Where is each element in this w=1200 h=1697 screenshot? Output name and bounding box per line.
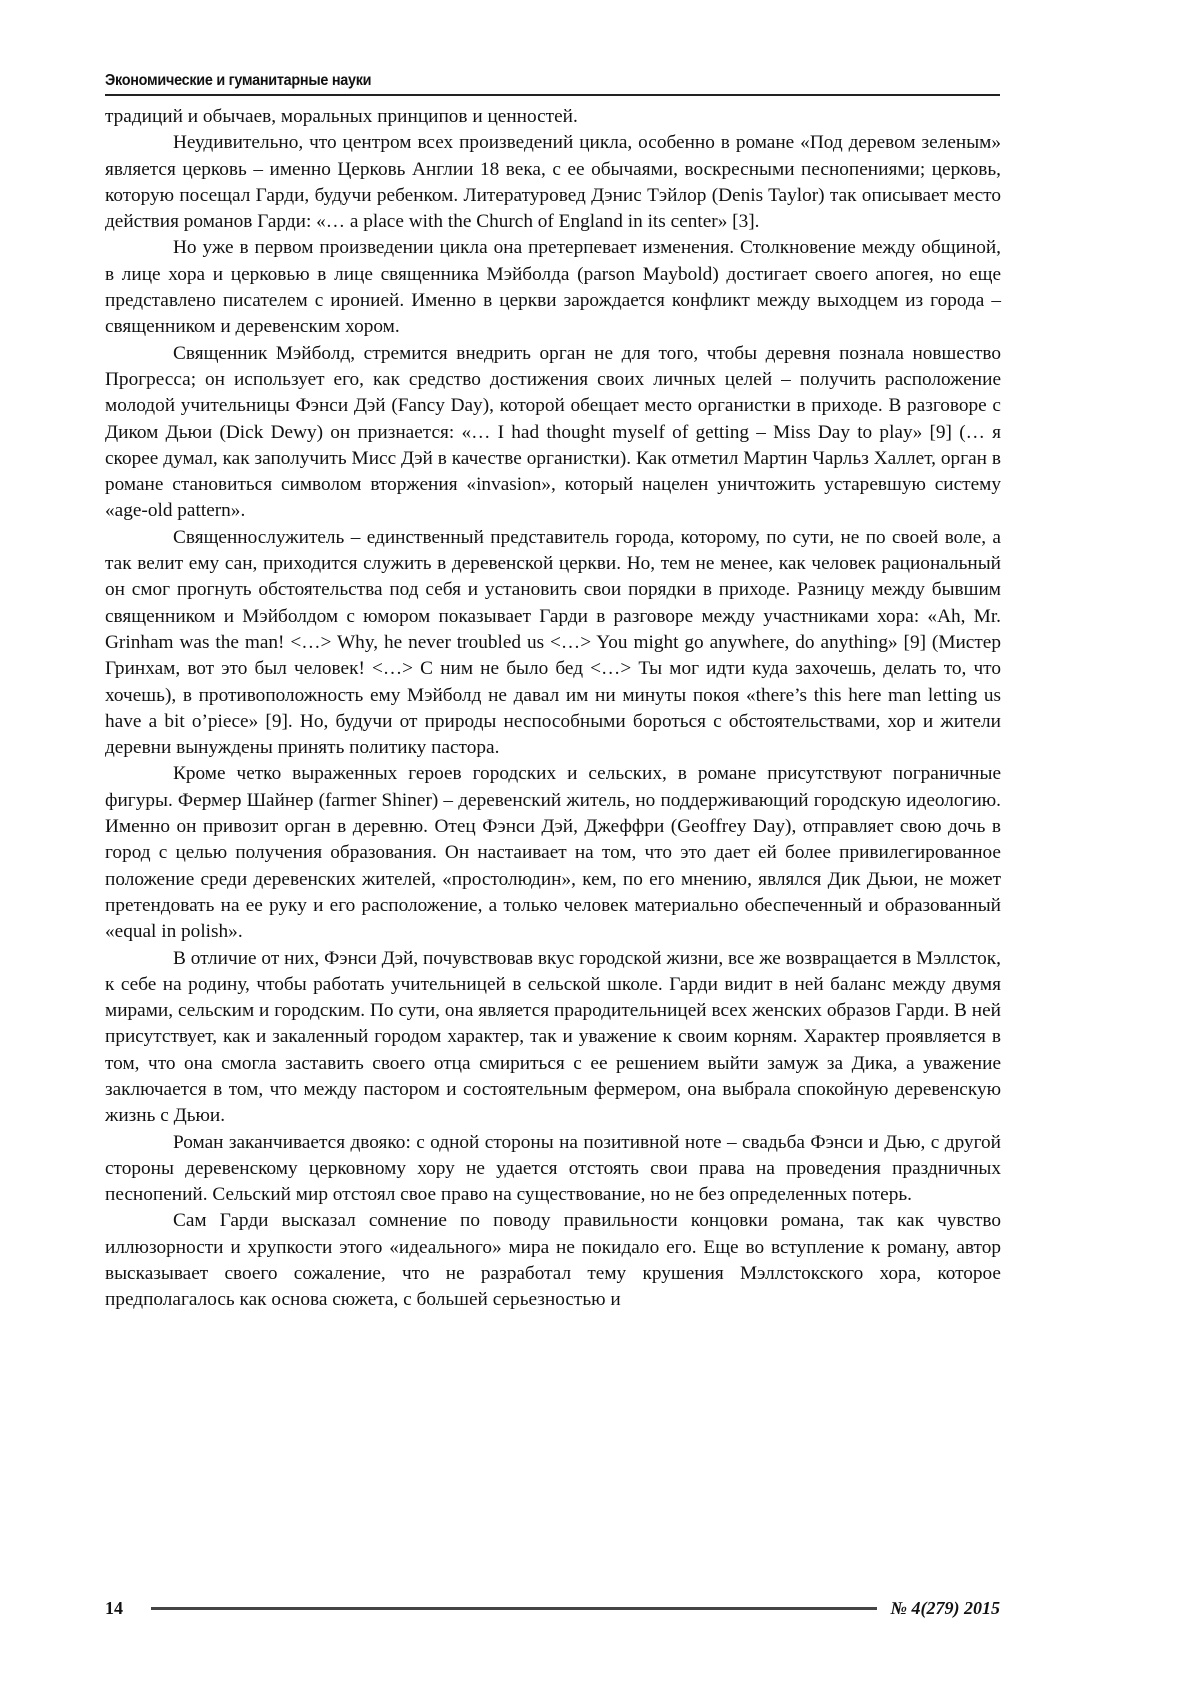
journal-section-title: Экономические и гуманитарные науки: [105, 72, 371, 90]
paragraph: В отличие от них, Фэнси Дэй, почувствовав вкус городской жизни, все же возвращается в Мэллсток, к себе на родину, чтобы работать учительницей в сельской школе. Гарди видит в ней баланс между двумя мирами, сельским и городским. По сути, она является прародительницей всех женских образов Гарди. В ней присутствует, как и закаленный городом характер, так и уважение к своим корням. Характер проявляется в том, что она смогла заставить своего отца смириться с ее решением выйти замуж за Дика, а уважение заключается в том, что между пастором и состоятельным фермером, она выбрала спокойную деревенскую жизнь с Дьюи.: [105, 946, 1001, 1130]
page-footer: [105, 1596, 1000, 1620]
issue-number: № 4(279) 2015: [891, 1598, 1000, 1619]
paragraph: Неудивительно, что центром всех произведений цикла, особенно в романе «Под деревом зеленым» является церковь – именно Церковь Англии 18 века, с ее обычаями, воскресными песнопениями; церковь, которую посещал Гарди, будучи ребенком. Литературовед Дэнис Тэйлор (Denis Taylor) так описывает место действия романов Гарди: «… a place with the Church of England in its center» [3].: [105, 130, 1001, 235]
running-header: [105, 70, 1000, 96]
paragraph: Сам Гарди высказал сомнение по поводу правильности концовки романа, так как чувство иллюзорности и хрупкости этого «идеального» мира не покидало его. Еще во вступление к роману, автор высказывает своего сожаление, что не разработал тему крушения Мэллстокского хора, которое предполагалось как основа сюжета, с большей серьезностью и: [105, 1208, 1001, 1313]
paragraph: Кроме четко выраженных героев городских и сельских, в романе присутствуют пограничные фигуры. Фермер Шайнер (farmer Shiner) – деревенский житель, но поддерживающий городскую идеологию. Именно он привозит орган в деревню. Отец Фэнси Дэй, Джеффри (Geoffrey Day), отправляет свою дочь в город с целью получения образования. Он настаивает на том, что это дает ей более привилегированное положение среди деревенских жителей, «простолюдин», кем, по его мнению, являлся Дик Дьюи, не может претендовать на ее руку и его расположение, а только человек материально обеспеченный и образованный «equal in polish».: [105, 761, 1001, 945]
paragraph: Но уже в первом произведении цикла она претерпевает изменения. Столкновение между общиной, в лице хора и церковью в лице священника Мэйболда (parson Maybold) достигает своего апогея, но еще представлено писателем с иронией. Именно в церкви зарождается конфликт между выходцем из города – священником и деревенским хором.: [105, 235, 1001, 340]
paragraph: Священник Мэйболд, стремится внедрить орган не для того, чтобы деревня познала новшество Прогресса; он использует его, как средство достижения своих личных целей – получить расположение молодой учительницы Фэнси Дэй (Fancy Day), которой обещает место органистки в приходе. В разговоре с Диком Дьюи (Dick Dewy) он признается: «… I had thought myself of getting – Miss Day to play» [9] (… я скорее думал, как заполучить Мисс Дэй в качестве органистки). Как отметил Мартин Чарльз Халлет, орган в романе становиться символом вторжения «invasion», который нацелен уничтожить устаревшую систему «age-old pattern».: [105, 341, 1001, 525]
page-number: 14: [105, 1598, 123, 1619]
article-body: [105, 104, 1001, 1314]
paragraph: Священнослужитель – единственный представитель города, которому, по сути, не по своей воле, а так велит ему сан, приходится служить в деревенской церкви. Но, тем не менее, как человек рациональный он смог прогнуть обстоятельства под себя и установить свои порядки в приходе. Разницу между бывшим священником и Мэйболдом с юмором показывает Гарди в разговоре между участниками хора: «Ah, Mr. Grinham was the man! <…> Why, he never troubled us <…> You might go anywhere, do anything» [9] (Мистер Гринхам, вот это был человек! <…> С ним не было бед <…> Ты мог идти куда захочешь, делать то, что хочешь), в противоположность ему Мэйболд не давал им ни минуты покоя «there’s this here man letting us have a bit o’piece» [9]. Но, будучи от природы неспособными бороться с обстоятельствами, хор и жители деревни вынуждены принять политику пастора.: [105, 525, 1001, 762]
paragraph: Роман заканчивается двояко: с одной стороны на позитивной ноте – свадьба Фэнси и Дью, с другой стороны деревенскому церковному хору не удается отстоять свои права на проведения праздничных песнопений. Сельский мир отстоял свое право на существование, но не без определенных потерь.: [105, 1130, 1001, 1209]
footer-rule: [151, 1607, 877, 1610]
paragraph: традиций и обычаев, моральных принципов и ценностей.: [105, 104, 1001, 130]
